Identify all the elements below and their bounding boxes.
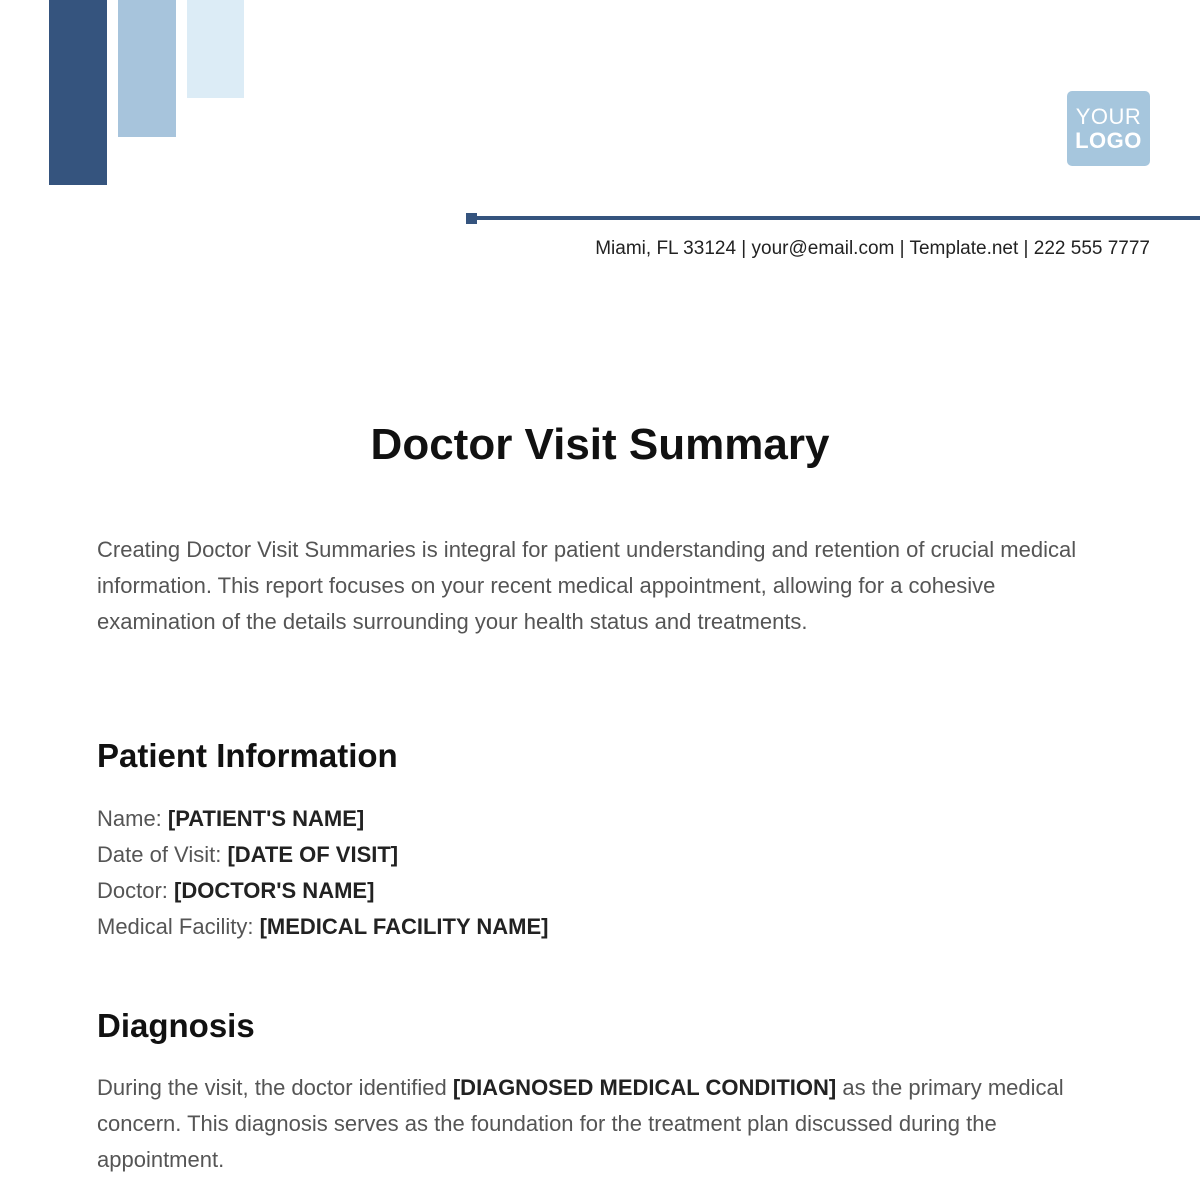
diagnosis-text-before: During the visit, the doctor identified <box>97 1075 453 1100</box>
field-label: Date of Visit: <box>97 842 228 867</box>
field-value: [MEDICAL FACILITY NAME] <box>259 914 549 939</box>
patient-info-row <box>97 873 1107 909</box>
patient-info-row <box>97 909 1107 945</box>
patient-info-row <box>97 801 1107 837</box>
field-value: [DOCTOR'S NAME] <box>174 878 375 903</box>
patient-info-row <box>97 837 1107 873</box>
logo-line-2: LOGO <box>1075 127 1142 153</box>
logo-line-1: YOUR <box>1075 104 1142 130</box>
diagnosis-heading: Diagnosis <box>97 1007 255 1044</box>
intro-paragraph: Creating Doctor Visit Summaries is integral for patient understanding and retention of crucial medical information. This report focuses on your recent medical appointment, allowing for a cohesive examination of the details surrounding your health status and treatments. <box>97 537 1077 634</box>
header-rule <box>470 216 1200 220</box>
patient-info-heading: Patient Information <box>97 737 398 774</box>
diagnosis-paragraph <box>97 1070 1107 1178</box>
field-label: Medical Facility: <box>97 914 260 939</box>
decor-bar-mid <box>118 0 176 137</box>
field-label: Name: <box>97 806 168 831</box>
decor-bar-dark <box>49 0 107 185</box>
field-label: Doctor: <box>97 878 175 903</box>
diagnosis-text-after: as the primary medical concern. This diagnosis serves as the foundation for the treatment plan discussed during the appointment. <box>97 1075 1064 1172</box>
field-value: [DATE OF VISIT] <box>227 842 399 867</box>
decor-bar-light <box>187 0 244 98</box>
logo-placeholder <box>1067 91 1150 166</box>
page-title: Doctor Visit Summary <box>370 420 830 469</box>
field-value: [PATIENT'S NAME] <box>167 806 365 831</box>
diagnosis-condition: [DIAGNOSED MEDICAL CONDITION] <box>452 1075 837 1100</box>
patient-info-list <box>97 801 1107 945</box>
contact-info: Miami, FL 33124 | your@email.com | Template.net | 222 555 7777 <box>595 238 1150 259</box>
